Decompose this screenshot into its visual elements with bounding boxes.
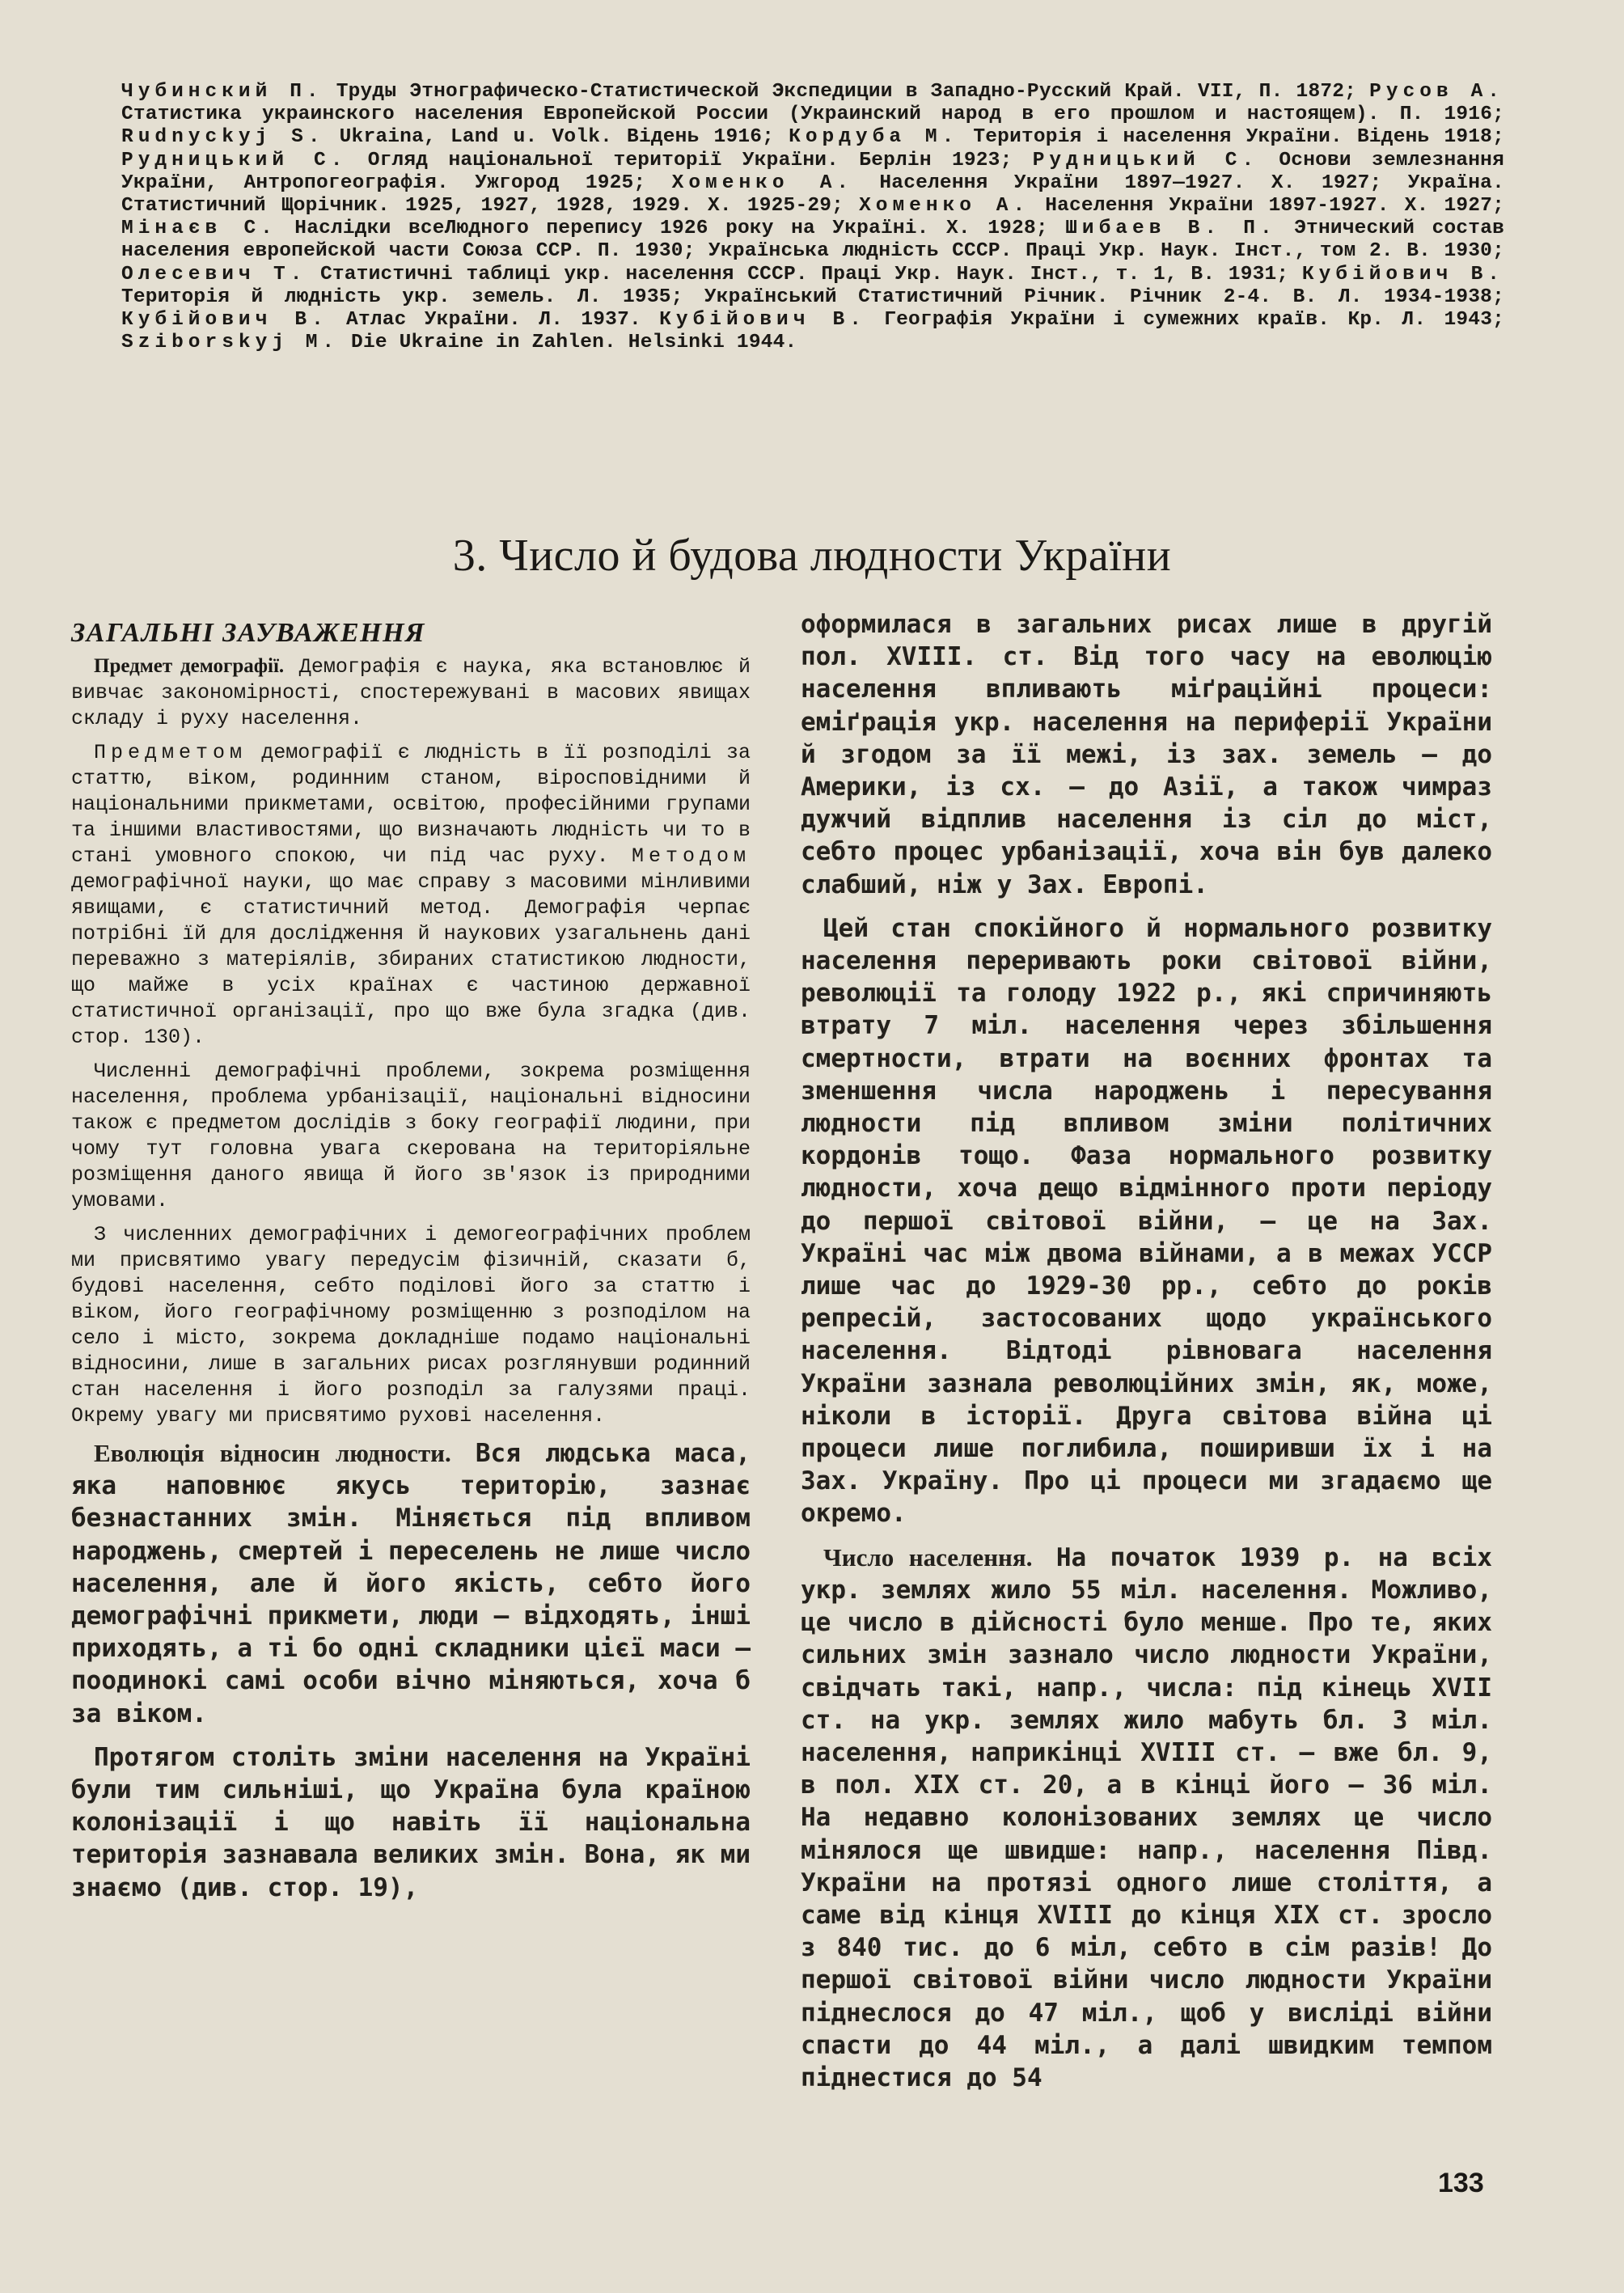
- bibliography: [121, 81, 1504, 354]
- paragraph-war: Цей стан спокійного й нормального розвитку населення переривають роки світової війни, революції та голоду 1922 р., які спричиняють втрату 7 міл. населення через збільшення смертности, втрати на воєнних фронтах та зменшення числа народжень і пересування людности під впливом зміни політичних кордонів тощо. Фаза нормального розвитку людности, хоча дещо відмінного проти періоду до першої світової війни, — це на Зах. Україні час між двома війнами, а в межах УССР лише час до 1929-30 рр., себто до років репресій, застосованих щодо українського населення. Відтоді рівновага населення України зазнала революційних змін, як, може, ніколи в історії. Друга світова війна ці процеси лише поглибила, поширивши їх і на Зах. Україну. Про ці процеси ми згадаємо ще окремо.: [801, 913, 1492, 1529]
- spaced-term: Методом: [631, 844, 751, 868]
- runin-heading: Еволюція відносин людности.: [94, 1439, 451, 1467]
- paragraph-continuation: оформилася в загальних рисах лише в другій пол. XVIII. ст. Від того часу на еволюцію населення впливають міґраційні процеси: еміґрація укр. населення на периферії України й згодом за її межі, із зах. земель — до Америки, із сх. — до Азії, а також чимраз дужчий відплив населення із сіл до міст, себто процес урбанізації, хоча він був далеко слабший, ніж у Зах. Европі.: [801, 610, 1492, 899]
- section-heading: ЗАГАЛЬНІ ЗАУВАЖЕННЯ: [71, 618, 425, 648]
- bib-author: Хоменко А.: [671, 171, 854, 194]
- bib-entry: Територія і населення України. Відень 1918;: [958, 126, 1504, 149]
- bib-author: Рудницький С.: [121, 149, 348, 171]
- bib-author: Кордуба М.: [789, 126, 959, 149]
- page-number: 133: [1438, 2168, 1484, 2198]
- bib-entry: Статистика украинского населения Европейской России (Украинский народ в его прошлом и настоящем). П. 1916;: [121, 104, 1504, 126]
- bib-entry: Наслідки всеЛюдного перепису 1926 року на Україні. Х. 1928;: [277, 218, 1066, 240]
- bib-entry: Этнический состав населения европейской части Союза ССР. П. 1930; Українська людність СССР. Праці Укр. Наук. Інст., том 2. В. 1930;: [121, 218, 1505, 263]
- spaced-term: Предметом: [94, 741, 247, 764]
- bib-entry: Огляд національної території України. Берлін 1923;: [347, 149, 1033, 171]
- bib-author: Русов А.: [1369, 81, 1504, 103]
- bib-author: Кубійович В.: [121, 309, 328, 332]
- bib-author: Кубійович В.: [659, 309, 866, 332]
- right-column: [801, 608, 1492, 2105]
- bib-author: Хоменко А.: [859, 195, 1030, 218]
- bib-entry: Населення України 1897—1927. Х. 1927; Україна. Статистичний Щорічник. 1925, 1927, 1928, 1929. Х. 1925-29;: [121, 171, 1504, 218]
- bib-author: Sziborskyj M.: [121, 332, 340, 354]
- bib-entry: Атлас України. Л. 1937.: [328, 309, 660, 332]
- paragraph-text: Вся людська маса, яка наповнює якусь територію, зазнає безнастанних змін. Міняється під впливом народжень, смертей і переселень не лише число населення, але й його якість, себто його демографічні прикмети, люди — відходять, інші приходять, а ті бо одні складники цієї маси — поодинокі самі особи вічно міняються, хоча б за віком.: [71, 1439, 751, 1728]
- bib-entry: Труды Этнографическо-Статистической Экспедиции в Западно-Русский Край. VII, П. 1872;: [323, 81, 1370, 103]
- paragraph-subject: [71, 654, 751, 732]
- bib-author: Олесевич Т.: [121, 263, 307, 286]
- bib-entry: Територія й людність укр. земель. Л. 1935; Український Статистичний Річник. Річник 2-4. В. Л. 1934-1938;: [121, 286, 1504, 308]
- bib-entry: Географія України і сумежних країв. Кр. Л. 1943;: [865, 309, 1505, 332]
- paragraph-text: демографічної науки, що має справу з масовими мінливими явищами, є статистичний метод. Демографія черпає потрібні їй для дослідження й наукових узагальнень дані переважно з матеріялів, збираних статистикою людности, що майже в усіх країнах є частиною державної статистичної організації, про що вже була згадка (див. стор. 130).: [71, 870, 751, 1049]
- paragraph-text: демографії є людність в її розподілі за статтю, віком, родинним станом, віросповідними й національними прикметами, освітою, професійними групами та іншими властивостями, що визначають людність чи то в стані умовного спокою, чи під час руху.: [71, 741, 751, 868]
- bib-entry: Населення України 1897-1927. Х. 1927;: [1030, 195, 1505, 218]
- bib-author: Чубинский П.: [121, 81, 324, 103]
- paragraph-centuries: Протягом століть зміни населення на Україні були тим сильніші, що Україна була країною колонізації і що навіть її національна територія зазнавала великих змін. Вона, як ми знаємо (див. стор. 19),: [71, 1742, 751, 1902]
- bib-entry: Основи землезнання України, Антропогеографія. Ужгород 1925;: [121, 149, 1504, 194]
- paragraph-problems: Численні демографічні проблеми, зокрема розміщення населення, проблема урбанізації, національні відносини також є предметом дослідів з боку географії людини, при чому тут головна увага скерована на територіяльне розміщення даного явища й його зв'язок із природними умовами.: [71, 1060, 751, 1212]
- paragraph-population-count: [801, 1542, 1492, 2094]
- bib-author: Кубійович В.: [1301, 263, 1505, 286]
- paragraph-definition: [71, 740, 751, 1051]
- bib-author: Мінаєв С.: [121, 218, 277, 240]
- paragraph-text: Демографія є наука, яка встановлює й вивчає закономірності, спостережувані в масових явищах складу і руху населення.: [71, 655, 751, 730]
- left-column: [71, 608, 751, 1915]
- paragraph-evolution: [71, 1437, 751, 1730]
- chapter-title: 3. Число й будова людности України: [452, 531, 1172, 581]
- runin-heading: Число населення.: [823, 1542, 1033, 1572]
- bib-author: Rudnyckyj S.: [121, 126, 325, 149]
- bib-author: Рудницький С.: [1032, 149, 1259, 171]
- paragraph-text: На початок 1939 р. на всіх укр. землях жило 55 міл. населення. Можливо, це число в дійсності було менше. Про те, яких сильних змін зазнало число людности України, свідчать такі, напр., числа: під кінець XVII ст. на укр. землях жило мабуть бл. 3 міл. населення, наприкінці XVIII ст. — вже бл. 9, в пол. XIX ст. 20, а в кінці його — 36 міл. На недавно колонізованих землях це число мінялося ще швидше: напр., населення Півд. України на протязі одного лише століття, а саме від кінця XVIII до кінця XIX ст. зросло з 840 тис. до 6 міл, себто в сім разів! До першої світової війни число людности України піднеслося до 47 міл., щоб у висліді війни спасти до 44 міл., а далі швидким темпом піднестися до 54: [801, 1542, 1493, 2092]
- bib-entry: Статистичні таблиці укр. населення СССР. Праці Укр. Наук. Інст., т. 1, В. 1931;: [307, 263, 1302, 286]
- bib-entry: Die Ukraine in Zahlen. Helsinki 1944.: [339, 332, 797, 354]
- bib-author: Шибаев В. П.: [1065, 218, 1277, 240]
- runin-heading: Предмет демографії.: [94, 655, 285, 677]
- bib-entry: Ukraina, Land u. Volk. Відень 1916;: [324, 126, 789, 149]
- paragraph-scope: З численних демографічних і демогеографічних проблем ми присвятимо увагу передусім фізичній, сказати б, будові населення, себто поділові його за статтю і віком, його географічному розміщенню з розподілом на село і місто, зокрема докладніше подамо національні відносини, лише в загальних рисах розглянувши родинний стан населення і його розподіл за галузями праці. Окрему увагу ми присвятимо рухові населення.: [71, 1223, 751, 1428]
